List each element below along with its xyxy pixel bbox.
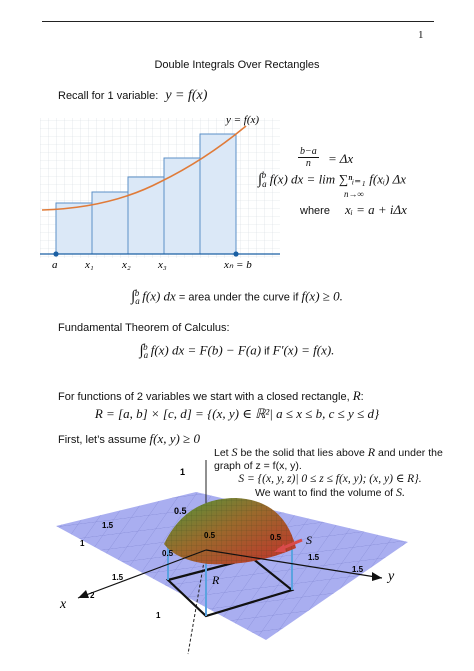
z-tick-05: 0.5 [174,506,187,516]
ftc-if: if [264,345,270,358]
sum-body: f(xᵢ) Δx [369,171,406,187]
rectangle-definition: R = [a, b] × [c, d] = {(x, y) ∈ ℝ²| a ≤ x ≤ b, c ≤ y ≤ d} [94,406,380,421]
assume-text: First, let’s assume [58,434,147,446]
solid-set-definition: S = {(x, y, z)| 0 ≤ z ≤ f(x, y); (x, y) ∈ R}. [238,473,422,485]
ftc-label: Fundamental Theorem of Calculus: [58,322,230,334]
y-axis-label: y [388,569,395,584]
recall-function: y = f(x) [165,88,208,103]
dx-fraction [298,146,319,169]
ftc-integrand: f(x) dx = F(b) − F(a) [150,342,262,358]
grid-tick: 1.5 [102,521,114,530]
solid-symbol-S: S [231,445,238,459]
integral-upper: b [261,170,267,180]
grid-tick: 1 [80,539,85,548]
integral-upper: b [134,288,140,298]
where-label: where [300,205,330,217]
solid-volume-text: We want to find the volume of [254,487,394,499]
curve-label: y = f(x) [226,114,260,126]
riemann-integral [258,170,406,189]
integral-upper: b [143,342,148,352]
tick-x3: x₃ [158,259,167,271]
solid-line-2: graph of z = f(x, y). [214,460,302,472]
x-arrow [78,590,89,598]
bar-1 [56,203,92,254]
ftc-condition: F′(x) = f(x). [272,342,335,358]
tick-xn: xₙ = b [224,259,252,271]
bar-5 [200,134,236,254]
solid-line-4 [214,486,446,500]
dx-rhs: = Δx [328,151,354,166]
two-variable-symbol: R [352,388,361,403]
solid-line-1 [214,446,446,460]
area-condition: f(x) ≥ 0. [301,288,343,304]
grid-tick: 1.5 [308,553,320,562]
y-arrow [372,572,382,581]
assume-expression: f(x, y) ≥ 0 [149,431,200,446]
tick-x2: x₂ [122,259,131,271]
grid-tick: 0.5 [162,549,174,558]
integral-sign: ∫ [258,171,263,188]
area-text: = area under the curve if [178,291,299,304]
solid-text-above: be the solid that lies above [240,447,365,459]
integral-body: f(x) dx = lim [269,171,336,187]
area-statement [0,288,474,306]
solid-text-let: Let [214,447,229,459]
grid-tick: 0.5 [204,531,216,540]
integral-lower: a [262,178,267,189]
solid-description [214,446,446,500]
recall-line [58,88,207,104]
ftc-statement [0,342,474,360]
two-variable-line [58,388,364,404]
limit-subscript: n→∞ [344,189,364,199]
solid-symbol-R: R [367,445,376,459]
tick-x1: x₁ [85,259,94,271]
solid-text-under: and under the [377,447,443,459]
grid-tick: 1 [156,611,161,620]
integral-sign: ∫ [139,342,144,359]
top-rule [42,21,434,22]
solid-label: S [306,533,312,547]
solid-volume-symbol: S. [396,485,406,499]
point-a [53,251,58,256]
dx-denominator: n [305,158,311,169]
z-tick-1: 1 [180,467,186,477]
grid-tick: 2 [90,591,95,600]
recall-label: Recall for 1 variable: [58,90,159,102]
tick-a: a [52,259,58,271]
x-axis-label: x [60,597,67,612]
integral-lower: a [143,349,149,360]
dx-numerator: b−a [300,146,317,157]
grid-tick: 0.5 [270,533,282,542]
where-expression: xᵢ = a + iΔx [345,202,407,217]
page-title: Double Integrals Over Rectangles [154,59,320,71]
riemann-sum-figure [40,112,280,272]
sum-limits: ∑ⁿᵢ₌₁ [338,171,366,187]
bar-4 [164,158,200,254]
where-line [300,202,407,218]
area-integrand: f(x) dx [142,288,176,304]
two-variable-text: For functions of 2 variables we start with a closed rectangle, [58,391,350,403]
grid-tick: 1.5 [352,565,364,574]
point-b [233,251,238,256]
grid-tick: 1.5 [112,573,124,582]
integral-lower: a [135,295,140,306]
two-variable-colon: : [360,391,364,403]
region-label: R [212,573,220,587]
integral-sign: ∫ [131,288,136,305]
page-number: 1 [418,29,424,41]
